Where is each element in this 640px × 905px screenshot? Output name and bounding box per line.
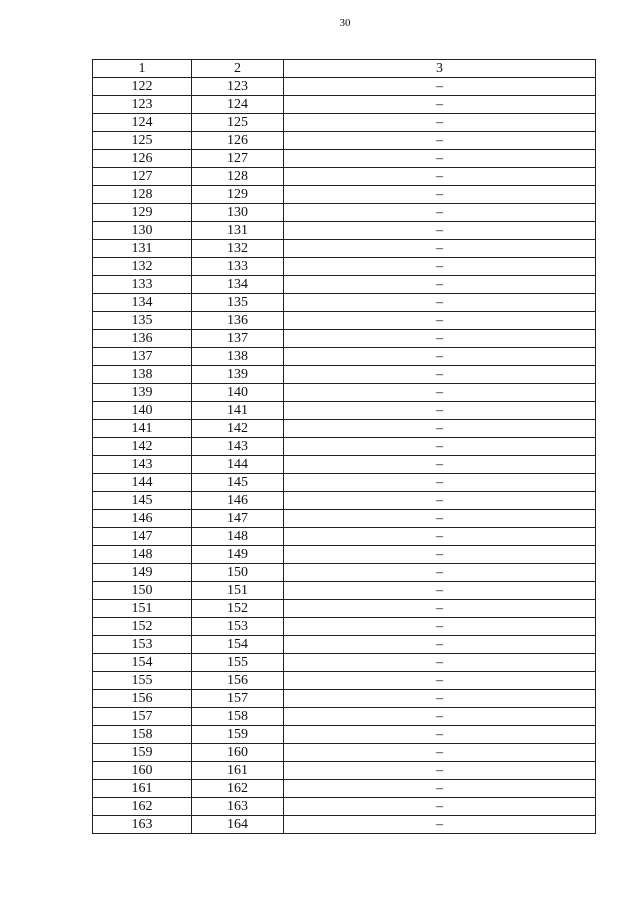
table-row [93, 258, 596, 276]
cell-col-2: 144 [192, 456, 284, 474]
cell-col-3: – [284, 474, 596, 492]
table-row [93, 420, 596, 438]
cell-col-2: 163 [192, 798, 284, 816]
cell-col-2: 141 [192, 402, 284, 420]
cell-col-3: – [284, 816, 596, 834]
cell-col-3: – [284, 708, 596, 726]
cell-col-3: – [284, 492, 596, 510]
cell-col-1: 124 [93, 114, 192, 132]
table-row [93, 474, 596, 492]
cell-col-1: 163 [93, 816, 192, 834]
cell-col-3: – [284, 204, 596, 222]
table-row [93, 510, 596, 528]
table-row [93, 384, 596, 402]
table-row [93, 672, 596, 690]
table-row [93, 618, 596, 636]
cell-col-1: 142 [93, 438, 192, 456]
cell-col-2: 153 [192, 618, 284, 636]
cell-col-2: 160 [192, 744, 284, 762]
table-row [93, 798, 596, 816]
cell-col-3: – [284, 564, 596, 582]
cell-col-2: 126 [192, 132, 284, 150]
table-row [93, 708, 596, 726]
cell-col-1: 126 [93, 150, 192, 168]
cell-col-1: 133 [93, 276, 192, 294]
cell-col-2: 157 [192, 690, 284, 708]
table-row [93, 528, 596, 546]
table-header [93, 60, 596, 78]
cell-col-2: 130 [192, 204, 284, 222]
cell-col-3: – [284, 132, 596, 150]
table-row [93, 762, 596, 780]
cell-col-1: 128 [93, 186, 192, 204]
cell-col-1: 157 [93, 708, 192, 726]
table-row [93, 636, 596, 654]
cell-col-1: 160 [93, 762, 192, 780]
cell-col-1: 134 [93, 294, 192, 312]
cell-col-2: 128 [192, 168, 284, 186]
cell-col-3: – [284, 222, 596, 240]
cell-col-3: – [284, 654, 596, 672]
cell-col-3: – [284, 582, 596, 600]
cell-col-3: – [284, 402, 596, 420]
cell-col-2: 140 [192, 384, 284, 402]
table-row [93, 276, 596, 294]
column-header-3: 3 [284, 60, 596, 78]
cell-col-3: – [284, 240, 596, 258]
cell-col-1: 151 [93, 600, 192, 618]
cell-col-3: – [284, 762, 596, 780]
cell-col-2: 139 [192, 366, 284, 384]
table-row [93, 330, 596, 348]
cell-col-3: – [284, 600, 596, 618]
table-row [93, 222, 596, 240]
table-row [93, 438, 596, 456]
cell-col-3: – [284, 636, 596, 654]
cell-col-3: – [284, 546, 596, 564]
cell-col-1: 154 [93, 654, 192, 672]
cell-col-2: 152 [192, 600, 284, 618]
cell-col-3: – [284, 798, 596, 816]
table-row [93, 312, 596, 330]
cell-col-3: – [284, 312, 596, 330]
cell-col-3: – [284, 618, 596, 636]
cell-col-3: – [284, 726, 596, 744]
cell-col-2: 154 [192, 636, 284, 654]
cell-col-2: 159 [192, 726, 284, 744]
table-row [93, 168, 596, 186]
cell-col-2: 156 [192, 672, 284, 690]
cell-col-3: – [284, 510, 596, 528]
cell-col-2: 129 [192, 186, 284, 204]
cell-col-2: 127 [192, 150, 284, 168]
table-row [93, 78, 596, 96]
table-row [93, 150, 596, 168]
data-table [92, 59, 596, 834]
cell-col-3: – [284, 150, 596, 168]
cell-col-2: 147 [192, 510, 284, 528]
cell-col-2: 151 [192, 582, 284, 600]
cell-col-3: – [284, 744, 596, 762]
cell-col-1: 135 [93, 312, 192, 330]
table-row [93, 402, 596, 420]
cell-col-2: 123 [192, 78, 284, 96]
cell-col-1: 161 [93, 780, 192, 798]
cell-col-2: 155 [192, 654, 284, 672]
cell-col-1: 148 [93, 546, 192, 564]
table-row [93, 114, 596, 132]
table-row [93, 366, 596, 384]
cell-col-2: 137 [192, 330, 284, 348]
cell-col-2: 138 [192, 348, 284, 366]
table-row [93, 726, 596, 744]
cell-col-1: 125 [93, 132, 192, 150]
cell-col-3: – [284, 276, 596, 294]
cell-col-3: – [284, 672, 596, 690]
cell-col-1: 127 [93, 168, 192, 186]
table-row [93, 816, 596, 834]
table-row [93, 744, 596, 762]
cell-col-3: – [284, 780, 596, 798]
cell-col-3: – [284, 114, 596, 132]
cell-col-1: 137 [93, 348, 192, 366]
cell-col-3: – [284, 690, 596, 708]
cell-col-3: – [284, 456, 596, 474]
table-row [93, 654, 596, 672]
table-row [93, 186, 596, 204]
table-row [93, 294, 596, 312]
cell-col-1: 162 [93, 798, 192, 816]
page-number: 30 [339, 17, 351, 29]
cell-col-3: – [284, 78, 596, 96]
cell-col-1: 147 [93, 528, 192, 546]
table-row [93, 582, 596, 600]
cell-col-1: 145 [93, 492, 192, 510]
cell-col-1: 123 [93, 96, 192, 114]
table-row [93, 564, 596, 582]
cell-col-2: 124 [192, 96, 284, 114]
cell-col-3: – [284, 96, 596, 114]
table-row [93, 348, 596, 366]
cell-col-3: – [284, 294, 596, 312]
cell-col-2: 164 [192, 816, 284, 834]
cell-col-2: 142 [192, 420, 284, 438]
cell-col-1: 140 [93, 402, 192, 420]
cell-col-2: 145 [192, 474, 284, 492]
cell-col-1: 131 [93, 240, 192, 258]
table-row [93, 132, 596, 150]
cell-col-3: – [284, 438, 596, 456]
cell-col-3: – [284, 348, 596, 366]
cell-col-1: 152 [93, 618, 192, 636]
cell-col-1: 158 [93, 726, 192, 744]
cell-col-1: 139 [93, 384, 192, 402]
cell-col-2: 131 [192, 222, 284, 240]
table-row [93, 600, 596, 618]
cell-col-1: 143 [93, 456, 192, 474]
cell-col-1: 155 [93, 672, 192, 690]
cell-col-1: 149 [93, 564, 192, 582]
cell-col-3: – [284, 168, 596, 186]
cell-col-1: 144 [93, 474, 192, 492]
table-body [93, 78, 596, 834]
table-row [93, 492, 596, 510]
cell-col-3: – [284, 528, 596, 546]
cell-col-2: 146 [192, 492, 284, 510]
cell-col-1: 146 [93, 510, 192, 528]
cell-col-3: – [284, 384, 596, 402]
cell-col-3: – [284, 258, 596, 276]
cell-col-1: 130 [93, 222, 192, 240]
column-header-1: 1 [93, 60, 192, 78]
table-row [93, 96, 596, 114]
table-row [93, 240, 596, 258]
cell-col-2: 135 [192, 294, 284, 312]
cell-col-2: 136 [192, 312, 284, 330]
cell-col-3: – [284, 420, 596, 438]
cell-col-1: 153 [93, 636, 192, 654]
cell-col-1: 136 [93, 330, 192, 348]
table-header-row [93, 60, 596, 78]
cell-col-2: 133 [192, 258, 284, 276]
column-header-2: 2 [192, 60, 284, 78]
table-row [93, 204, 596, 222]
cell-col-3: – [284, 366, 596, 384]
table-row [93, 690, 596, 708]
cell-col-2: 150 [192, 564, 284, 582]
cell-col-1: 132 [93, 258, 192, 276]
cell-col-1: 156 [93, 690, 192, 708]
cell-col-2: 148 [192, 528, 284, 546]
cell-col-2: 149 [192, 546, 284, 564]
cell-col-2: 161 [192, 762, 284, 780]
table-row [93, 780, 596, 798]
cell-col-2: 143 [192, 438, 284, 456]
cell-col-1: 141 [93, 420, 192, 438]
table-row [93, 456, 596, 474]
cell-col-1: 122 [93, 78, 192, 96]
cell-col-2: 132 [192, 240, 284, 258]
cell-col-2: 162 [192, 780, 284, 798]
cell-col-1: 129 [93, 204, 192, 222]
cell-col-1: 150 [93, 582, 192, 600]
cell-col-2: 158 [192, 708, 284, 726]
cell-col-1: 138 [93, 366, 192, 384]
cell-col-1: 159 [93, 744, 192, 762]
cell-col-3: – [284, 330, 596, 348]
cell-col-2: 125 [192, 114, 284, 132]
cell-col-3: – [284, 186, 596, 204]
table-row [93, 546, 596, 564]
cell-col-2: 134 [192, 276, 284, 294]
